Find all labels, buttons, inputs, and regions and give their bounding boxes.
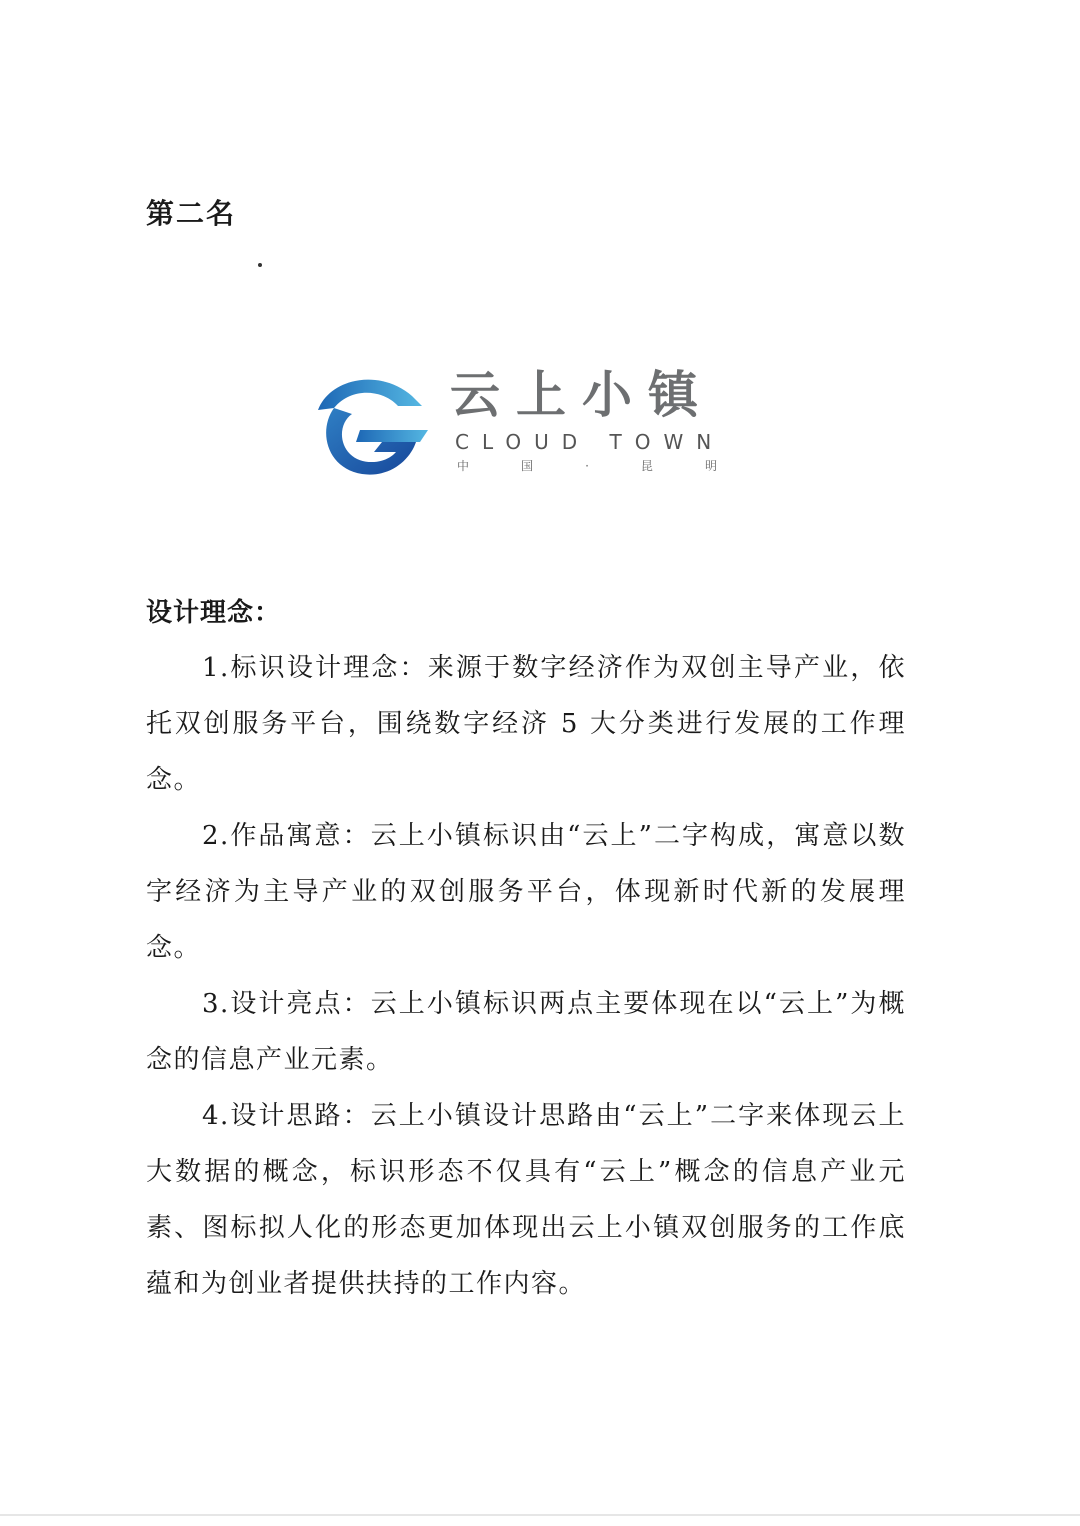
logo-location-char: · [585,459,589,473]
section-title: 设计理念： [146,598,282,628]
cloud-town-logo [300,360,740,490]
logo-location [457,460,717,472]
paragraph-4: 4.设计思路：云上小镇设计思路由“云上”二字来体现云上大数据的概念，标识形态不仅具有“云上”概念的信息产业元素、图标拟人化的形态更加体现出云上小镇双创服务的工作底蕴和为创业者提供扶持的工作内容。 [146,1101,906,1299]
logo-location-char: 国 [521,459,534,473]
paragraph-2: 2.作品寓意：云上小镇标识由“云上”二字构成，寓意以数字经济为主导产业的双创服务平台，体现新时代新的发展理念。 [146,821,906,963]
paragraph-3: 3.设计亮点：云上小镇标识两点主要体现在以“云上”为概念的信息产业元素。 [146,989,906,1075]
rank-heading: 第二名 [146,197,237,230]
logo-name-en: CLOUD TOWN [455,430,725,454]
logo-location-char: 明 [704,459,717,473]
logo-location-char: 昆 [640,459,653,473]
cloud-town-logo-mark-icon [300,360,430,490]
logo-location-char: 中 [457,459,470,473]
logo-name-cn: 云上小镇 [450,366,714,424]
scan-speck [258,263,262,267]
paragraph-1: 1.标识设计理念：来源于数字经济作为双创主导产业，依托双创服务平台，围绕数字经济 5 大分类进行发展的工作理念。 [146,653,906,795]
page-bottom-edge [0,1514,1080,1516]
